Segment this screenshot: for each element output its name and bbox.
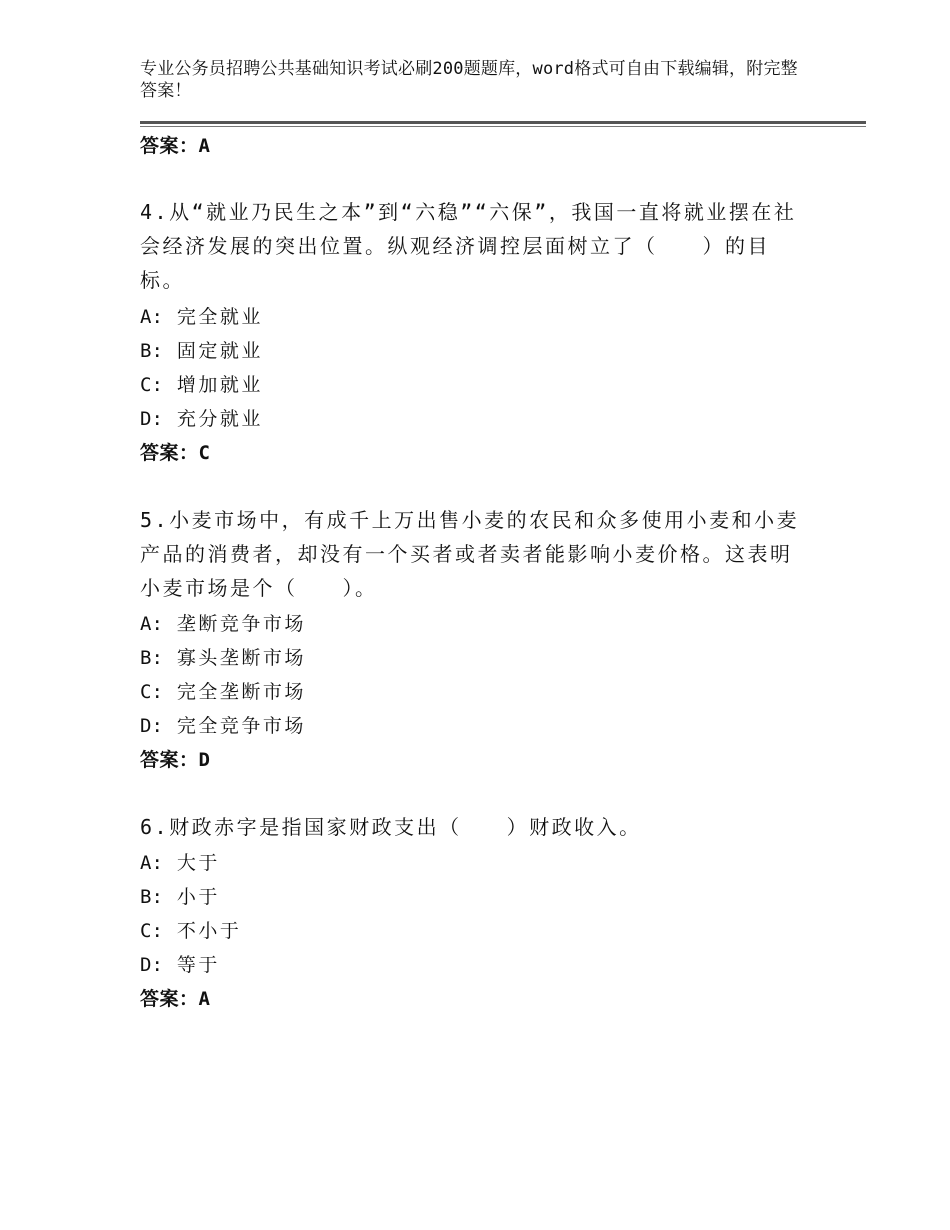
answer-label: 答案： (140, 442, 199, 464)
answer-value: C (198, 442, 211, 464)
question-4-option-d (140, 404, 263, 431)
option-letter: D: (140, 715, 163, 737)
option-letter: C: (140, 920, 163, 942)
option-letter: A: (140, 306, 163, 328)
option-text: 不小于 (176, 920, 242, 942)
option-text: 寡头垄断市场 (176, 647, 306, 669)
header-divider-thin (140, 126, 866, 127)
question-6-option-d (140, 950, 220, 977)
option-text: 垄断竞争市场 (176, 613, 306, 635)
question-6-option-c (140, 916, 241, 943)
option-text: 大于 (176, 852, 220, 874)
header-divider-thick (140, 121, 866, 124)
answer-label: 答案： (140, 988, 199, 1010)
option-text: 完全垄断市场 (176, 681, 306, 703)
question-4-option-a (140, 302, 263, 329)
option-text: 充分就业 (176, 408, 263, 430)
answer-value: A (198, 988, 211, 1010)
answer-label: 答案： (140, 135, 199, 157)
option-text: 小于 (176, 886, 220, 908)
option-letter: D: (140, 954, 163, 976)
option-letter: D: (140, 408, 163, 430)
option-letter: A: (140, 613, 163, 635)
option-text: 固定就业 (176, 340, 263, 362)
question-6-answer (140, 984, 210, 1011)
question-5-option-c (140, 677, 306, 704)
option-text: 完全竞争市场 (176, 715, 306, 737)
question-stem-4: 4.从“就业乃民生之本”到“六稳”“六保”，我国一直将就业摆在社会经济发展的突出位置。纵观经济调控层面树立了（ ）的目标。 (140, 200, 797, 292)
option-text: 增加就业 (176, 374, 263, 396)
question-5-answer (140, 745, 210, 772)
option-text: 完全就业 (176, 306, 263, 328)
option-text: 等于 (176, 954, 220, 976)
option-letter: B: (140, 340, 163, 362)
answer-line (140, 131, 210, 158)
question-stem-6: 6.财政赤字是指国家财政支出（ ）财政收入。 (140, 815, 642, 839)
page-header: 专业公务员招聘公共基础知识考试必刷200题题库，word格式可自由下载编辑，附完整答案！ (140, 59, 798, 101)
question-5-option-b (140, 643, 306, 670)
question-5-option-d (140, 711, 306, 738)
option-letter: A: (140, 852, 163, 874)
question-4-option-b (140, 336, 263, 363)
answer-label: 答案： (140, 749, 199, 771)
answer-value: A (198, 135, 211, 157)
option-letter: C: (140, 374, 163, 396)
question-4-answer (140, 438, 210, 465)
question-4-option-c (140, 370, 263, 397)
question-stem-5: 5.小麦市场中，有成千上万出售小麦的农民和众多使用小麦和小麦产品的消费者，却没有一个买者或者卖者能影响小麦价格。这表明小麦市场是个（ ）。 (140, 508, 800, 600)
question-5-option-a (140, 609, 306, 636)
option-letter: B: (140, 647, 163, 669)
question-6-option-a (140, 848, 220, 875)
option-letter: C: (140, 681, 163, 703)
option-letter: B: (140, 886, 163, 908)
question-6-option-b (140, 882, 220, 909)
answer-value: D (198, 749, 211, 771)
